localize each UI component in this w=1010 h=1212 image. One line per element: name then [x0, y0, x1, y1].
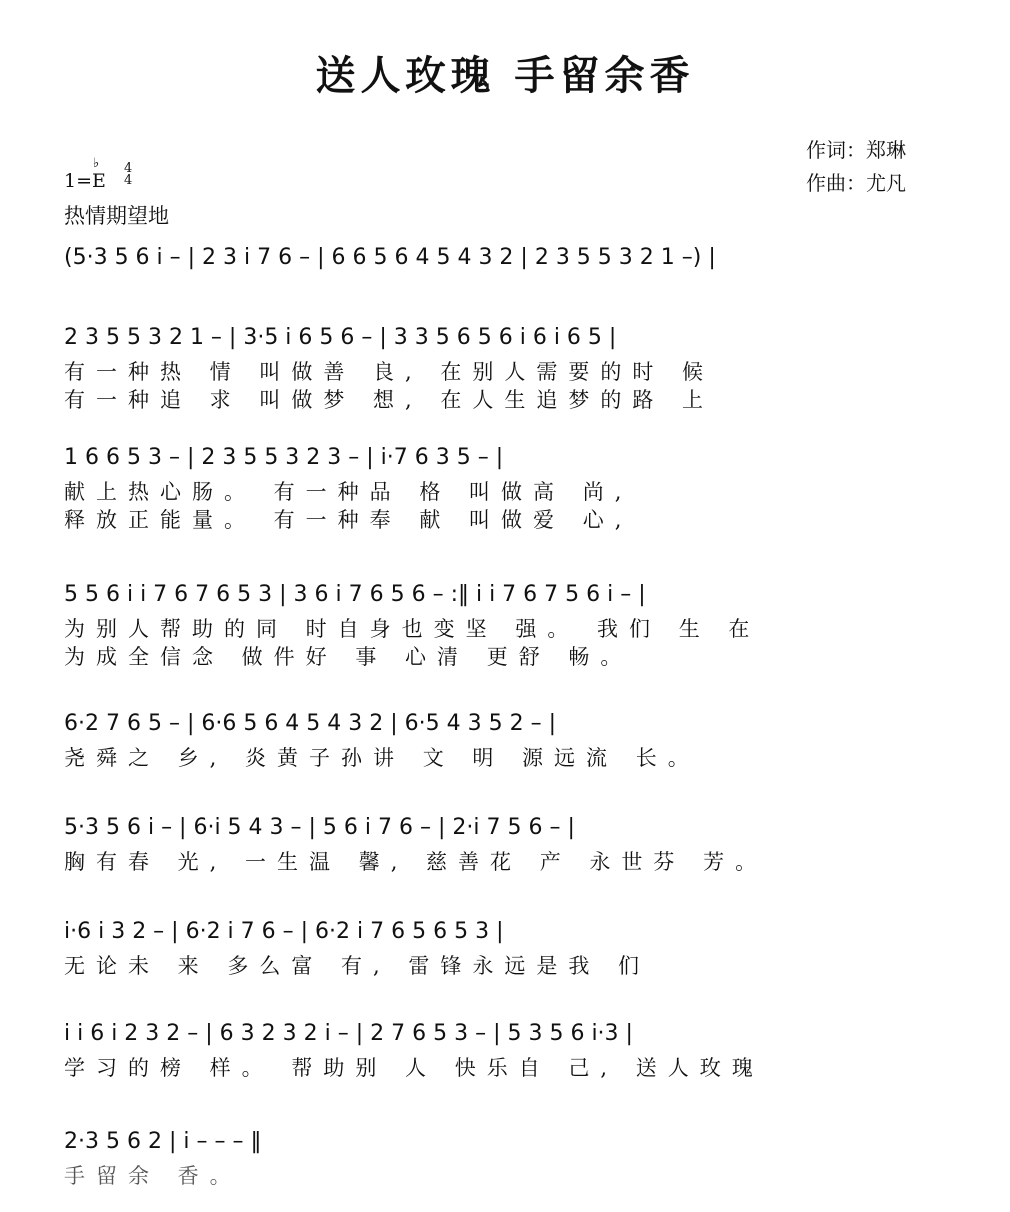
song-title: 送人玫瑰 手留余香: [315, 52, 695, 99]
lyric-line: 胸有春 光, 一生温 馨, 慈善花 产 永世芬 芳。: [64, 850, 768, 874]
score-row: [64, 575, 948, 671]
flat-sign: ♭: [93, 156, 100, 171]
lyricist-credit: 作词：郑琳: [806, 138, 906, 162]
lyric-line: 有一种热 情 叫做善 良, 在别人需要的时 候: [64, 360, 715, 384]
lyric-line: 有一种追 求 叫做梦 想, 在人生追梦的路 上: [64, 388, 715, 412]
score-row: [64, 912, 948, 980]
tempo-marking: 热情期望地: [64, 204, 169, 228]
score-row: [64, 1014, 948, 1082]
lyric-line: 为别人帮助的同 时自身也变坚 强。 我们 生 在: [64, 617, 761, 641]
key-label: 1=E: [64, 170, 106, 192]
meter-bottom: 4: [124, 173, 133, 188]
time-signature: [124, 163, 132, 187]
notes-line: 5·3 5 6 i – | 6·i 5 4 3 – | 5 6 i 7 6 – | 2·i 7 5 6 – |: [64, 815, 575, 840]
lyric-line: 学习的榜 样。 帮助别 人 快乐自 己, 送人玫瑰: [64, 1056, 764, 1080]
score-row: [64, 318, 948, 414]
meter-top: 4: [124, 161, 133, 176]
score-row: [64, 238, 948, 278]
lyric-line: 释放正能量。 有一种奉 献 叫做爱 心,: [64, 508, 633, 532]
notes-line: 1 6 6 5 3 – | 2 3 5 5 3 2 3 – | i·7 6 3 5 – |: [64, 445, 504, 470]
lyric-line: 献上热心肠。 有一种品 格 叫做高 尚,: [64, 480, 633, 504]
lyric-line: 无论未 来 多么富 有, 雷锋永远是我 们: [64, 954, 651, 978]
notes-line: 2·3 5 6 2 | i – – – ‖: [64, 1129, 262, 1154]
score-row: [64, 704, 948, 772]
score-row: [64, 1122, 948, 1190]
score-row: [64, 438, 948, 534]
lyric-line: 尧舜之 乡, 炎黄子孙讲 文 明 源远流 长。: [64, 746, 700, 770]
credits: [806, 134, 906, 200]
notes-line: (5·3 5 6 i – | 2 3 i 7 6 – | 6 6 5 6 4 5 4 3 2 | 2 3 5 5 3 2 1 –) |: [64, 245, 716, 270]
lyric-line: 为成全信念 做件好 事 心清 更舒 畅。: [64, 645, 633, 669]
notes-line: 5 5 6 i i 7 6 7 6 5 3 | 3 6 i 7 6 5 6 – :‖ i i 7 6 7 5 6 i – |: [64, 582, 646, 607]
notes-line: i·6 i 3 2 – | 6·2 i 7 6 – | 6·2 i 7 6 5 6 5 3 |: [64, 919, 504, 944]
notes-line: 2 3 5 5 3 2 1 – | 3·5 i 6 5 6 – | 3 3 5 6 5 6 i 6 i 6 5 |: [64, 325, 617, 350]
notes-line: i i 6 i 2 3 2 – | 6 3 2 3 2 i – | 2 7 6 5 3 – | 5 3 5 6 i·3 |: [64, 1021, 633, 1046]
composer-credit: 作曲：尤凡: [806, 171, 906, 195]
lyric-line: 手留余 香。: [64, 1164, 242, 1188]
score-row: [64, 808, 948, 876]
notes-line: 6·2 7 6 5 – | 6·6 5 6 4 5 4 3 2 | 6·5 4 3 5 2 – |: [64, 711, 557, 736]
